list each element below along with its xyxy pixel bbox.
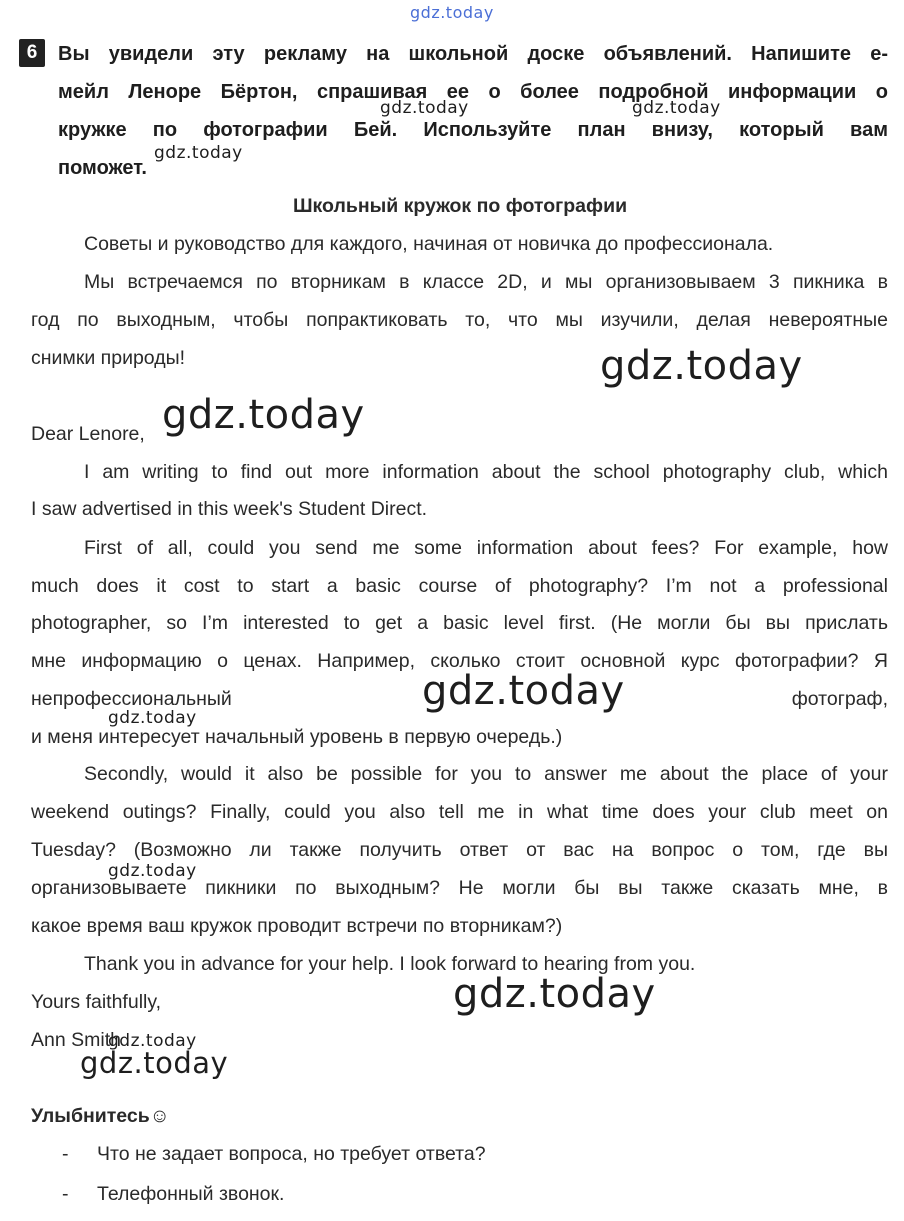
watermark: gdz.today xyxy=(632,98,721,118)
task-line-2: мейл Леноре Бёртон, спрашивая ее о более подробной информации о xyxy=(58,81,888,103)
letter-signature: Ann Smith xyxy=(31,1029,121,1051)
task-line-4: поможет. xyxy=(58,157,147,179)
letter-line: I am writing to find out more information about the school photography club, which xyxy=(84,461,888,483)
letter-line: Secondly, would it also be possible for you to answer me about the place of your xyxy=(84,763,888,785)
advert-line-1: Советы и руководство для каждого, начиная от новичка до профессионала. xyxy=(84,233,774,255)
letter-line: непрофессиональный xyxy=(31,688,232,710)
smile-item-dash: - xyxy=(62,1183,69,1205)
smile-item-answer: Телефонный звонок. xyxy=(97,1183,285,1205)
letter-line: I saw advertised in this week's Student Direct. xyxy=(31,498,428,520)
advert-line-4: снимки природы! xyxy=(31,347,186,369)
watermark: gdz.today xyxy=(422,668,625,714)
watermark: gdz.today xyxy=(600,343,803,389)
letter-greeting: Dear Lenore, xyxy=(31,423,145,445)
advert-line-2: Мы встречаемся по вторникам в классе 2D, и мы организовываем 3 пикника в xyxy=(84,271,888,293)
smile-item-question: Что не задает вопроса, но требует ответа? xyxy=(97,1143,486,1165)
watermark: gdz.today xyxy=(453,971,656,1017)
letter-line: фотограф, xyxy=(791,688,888,710)
watermark: gdz.today xyxy=(108,861,197,881)
letter-line: мне информацию о ценах. Например, сколько стоит основной курс фотографии? Я xyxy=(31,650,888,672)
watermark: gdz.today xyxy=(162,392,365,438)
advert-title: Школьный кружок по фотографии xyxy=(292,195,628,217)
letter-line: First of all, could you send me some information about fees? For example, how xyxy=(84,537,888,559)
exercise-number-badge: 6 xyxy=(19,39,45,67)
watermark: gdz.today xyxy=(108,1031,197,1051)
watermark: gdz.today xyxy=(154,143,243,163)
letter-closing: Yours faithfully, xyxy=(31,991,162,1013)
letter-line: и меня интересует начальный уровень в первую очередь.) xyxy=(31,726,563,748)
advert-line-3: год по выходным, чтобы попрактиковать то, что мы изучили, делая невероятные xyxy=(31,309,888,331)
letter-line: weekend outings? Finally, could you also tell me in what time does your club meet on xyxy=(31,801,888,823)
smile-item-dash: - xyxy=(62,1143,69,1165)
letter-line: Tuesday? (Возможно ли также получить ответ от вас на вопрос о том, где вы xyxy=(31,839,888,861)
letter-line: организовываете пикники по выходным? Не могли бы вы также сказать мне, в xyxy=(31,877,888,899)
task-line-3: кружке по фотографии Бей. Используйте план внизу, который вам xyxy=(58,119,888,141)
task-line-1: Вы увидели эту рекламу на школьной доске объявлений. Напишите е- xyxy=(58,43,888,65)
letter-line: photographer, so I’m interested to get a basic level first. (Не могли бы вы прислать xyxy=(31,612,888,634)
letter-line: Thank you in advance for your help. I look forward to hearing from you. xyxy=(84,953,696,975)
letter-line: какое время ваш кружок проводит встречи по вторникам?) xyxy=(31,915,563,937)
letter-line: much does it cost to start a basic course of photography? I’m not a professional xyxy=(31,575,888,597)
watermark: gdz.today xyxy=(380,98,469,118)
smile-heading: Улыбнитесь☺ xyxy=(31,1105,170,1127)
watermark-top: gdz.today xyxy=(410,3,494,22)
watermark: gdz.today xyxy=(108,708,197,728)
watermark: gdz.today xyxy=(80,1046,229,1080)
